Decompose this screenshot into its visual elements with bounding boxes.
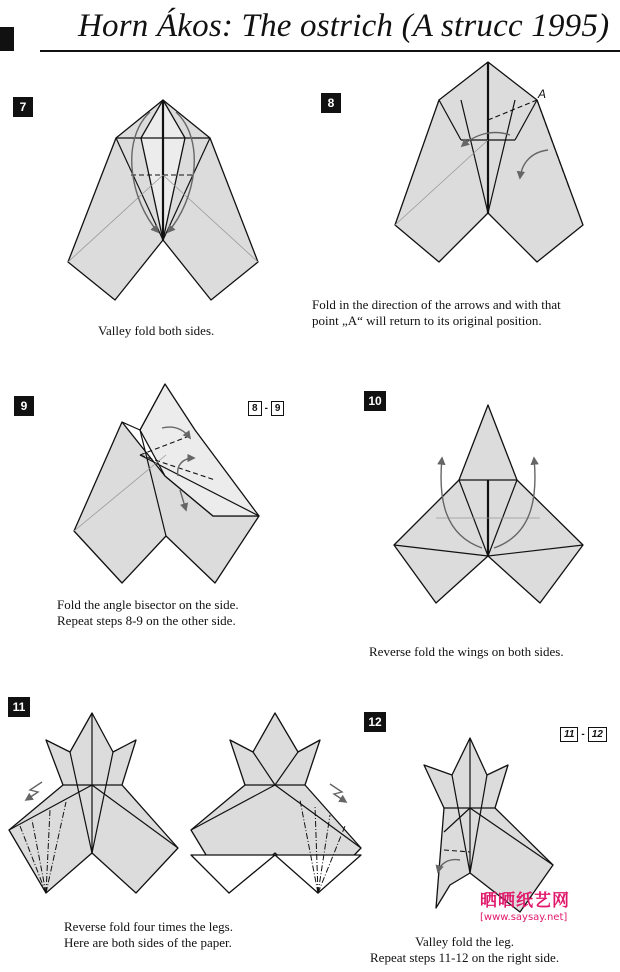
- step-10-diagram: [394, 405, 583, 603]
- caption-line: Fold the angle bisector on the side.: [57, 597, 239, 612]
- step-8-caption: [312, 297, 561, 329]
- step-9-ref: 8 - 9: [248, 401, 284, 416]
- step-7-caption: [98, 323, 214, 339]
- caption-line: Here are both sides of the paper.: [64, 935, 232, 950]
- step-9-diagram: [74, 384, 259, 583]
- step-11-caption: [64, 919, 233, 951]
- step-8-number: 8: [321, 93, 341, 113]
- step-11-left-diagram: [9, 713, 178, 893]
- caption-line: point „A“ will return to its original position.: [312, 313, 542, 328]
- ref-from: 11: [560, 727, 578, 742]
- caption-line: Fold in the direction of the arrows and with that: [312, 297, 561, 312]
- ref-to: 12: [588, 727, 607, 742]
- step-11-number: 11: [8, 697, 30, 717]
- point-a-label: A: [538, 87, 547, 101]
- caption-line: Reverse fold the wings on both sides.: [369, 644, 564, 659]
- step-9-caption: [57, 597, 239, 629]
- ref-from: 8: [248, 401, 262, 416]
- page-title: Horn Ákos: The ostrich (A strucc 1995): [78, 8, 610, 44]
- caption-line: Repeat steps 11-12 on the right side.: [370, 950, 560, 965]
- caption-line: Valley fold the leg.: [415, 934, 514, 949]
- step-12-ref: 11 - 12: [560, 727, 607, 742]
- watermark-name: 晒晒纸艺网: [480, 891, 570, 911]
- watermark: [480, 886, 570, 923]
- caption-line: Reverse fold four times the legs.: [64, 919, 233, 934]
- step-9-number: 9: [14, 396, 34, 416]
- ref-to: 9: [271, 401, 285, 416]
- caption-line: Repeat steps 8-9 on the other side.: [57, 613, 236, 628]
- watermark-url: [www.saysay.net]: [480, 912, 568, 923]
- step-7-number: 7: [13, 97, 33, 117]
- step-11-right-diagram: [191, 713, 361, 893]
- step-12-caption: [370, 934, 559, 966]
- step-10-number: 10: [364, 391, 386, 411]
- caption-line: Valley fold both sides.: [98, 323, 215, 338]
- step-7-diagram: [68, 100, 258, 300]
- step-12-number: 12: [364, 712, 386, 732]
- step-8-diagram: [395, 62, 583, 262]
- step-10-caption: [369, 644, 564, 660]
